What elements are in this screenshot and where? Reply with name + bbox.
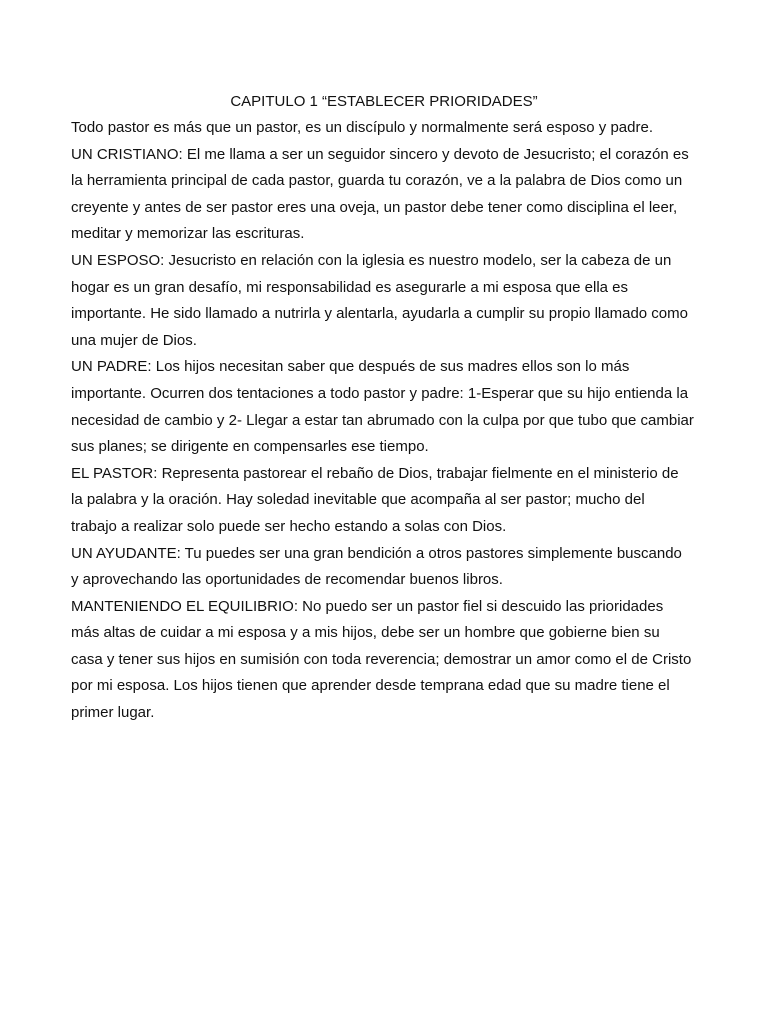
text-line: Todo pastor es más que un pastor, es un discípulo y normalmente será esposo y padre. — [71, 119, 653, 136]
text-line: la palabra y la oración. Hay soledad inevitable que acompaña al ser pastor; mucho del — [71, 491, 645, 509]
text-line: más altas de cuidar a mi esposa y a mis hijos, debe ser un hombre que gobierne bien su — [71, 624, 660, 642]
text-line: primer lugar. — [71, 704, 155, 722]
document-title: CAPITULO 1 “ESTABLECER PRIORIDADES” — [230, 93, 538, 110]
document-body — [71, 115, 711, 727]
text-line: meditar y memorizar las escrituras. — [71, 225, 305, 243]
text-line: necesidad de cambio y 2- Llegar a estar tan abrumado con la culpa por que tubo que cambiar — [71, 411, 694, 429]
text-line: UN CRISTIANO: El me llama a ser un seguidor sincero y devoto de Jesucristo; el corazón es — [71, 145, 689, 163]
text-line: la herramienta principal de cada pastor, guarda tu corazón, ve a la palabra de Dios como un — [71, 172, 683, 190]
text-line: UN AYUDANTE: Tu puedes ser una gran bendición a otros pastores simplemente buscando — [71, 544, 682, 562]
text-line: UN ESPOSO: Jesucristo en relación con la iglesia es nuestro modelo, ser la cabeza de un — [71, 251, 672, 269]
text-line: importante. Ocurren dos tentaciones a todo pastor y padre: 1-Esperar que su hijo entienda la — [71, 384, 689, 402]
text-line: hogar es un gran desafío, mi responsabilidad es asegurarle a mi esposa que ella es — [71, 278, 629, 296]
text-line: EL PASTOR: Representa pastorear el rebaño de Dios, trabajar fielmente en el ministerio de — [71, 464, 679, 482]
text-line: MANTENIENDO EL EQUILIBRIO: No puedo ser un pastor fiel si descuido las prioridades — [71, 597, 664, 615]
text-line: importante. He sido llamado a nutrirla y alentarla, ayudarla a cumplir su propio llamado como — [71, 305, 688, 323]
text-line: sus planes; se dirigente en compensarles ese tiempo. — [71, 438, 429, 456]
text-line: y aprovechando las oportunidades de recomendar buenos libros. — [71, 571, 503, 589]
text-line: trabajo a realizar solo puede ser hecho estando a solas con Dios. — [71, 517, 507, 535]
text-line: por mi esposa. Los hijos tienen que aprender desde temprana edad que su madre tiene el — [71, 677, 670, 695]
text-line: UN PADRE: Los hijos necesitan saber que después de sus madres ellos son lo más — [71, 358, 630, 376]
text-line: una mujer de Dios. — [71, 331, 197, 349]
text-line: casa y tener sus hijos en sumisión con toda reverencia; demostrar un amor como el de Cristo — [71, 650, 692, 668]
text-line: creyente y antes de ser pastor eres una oveja, un pastor debe tener como disciplina el leer, — [71, 198, 678, 216]
